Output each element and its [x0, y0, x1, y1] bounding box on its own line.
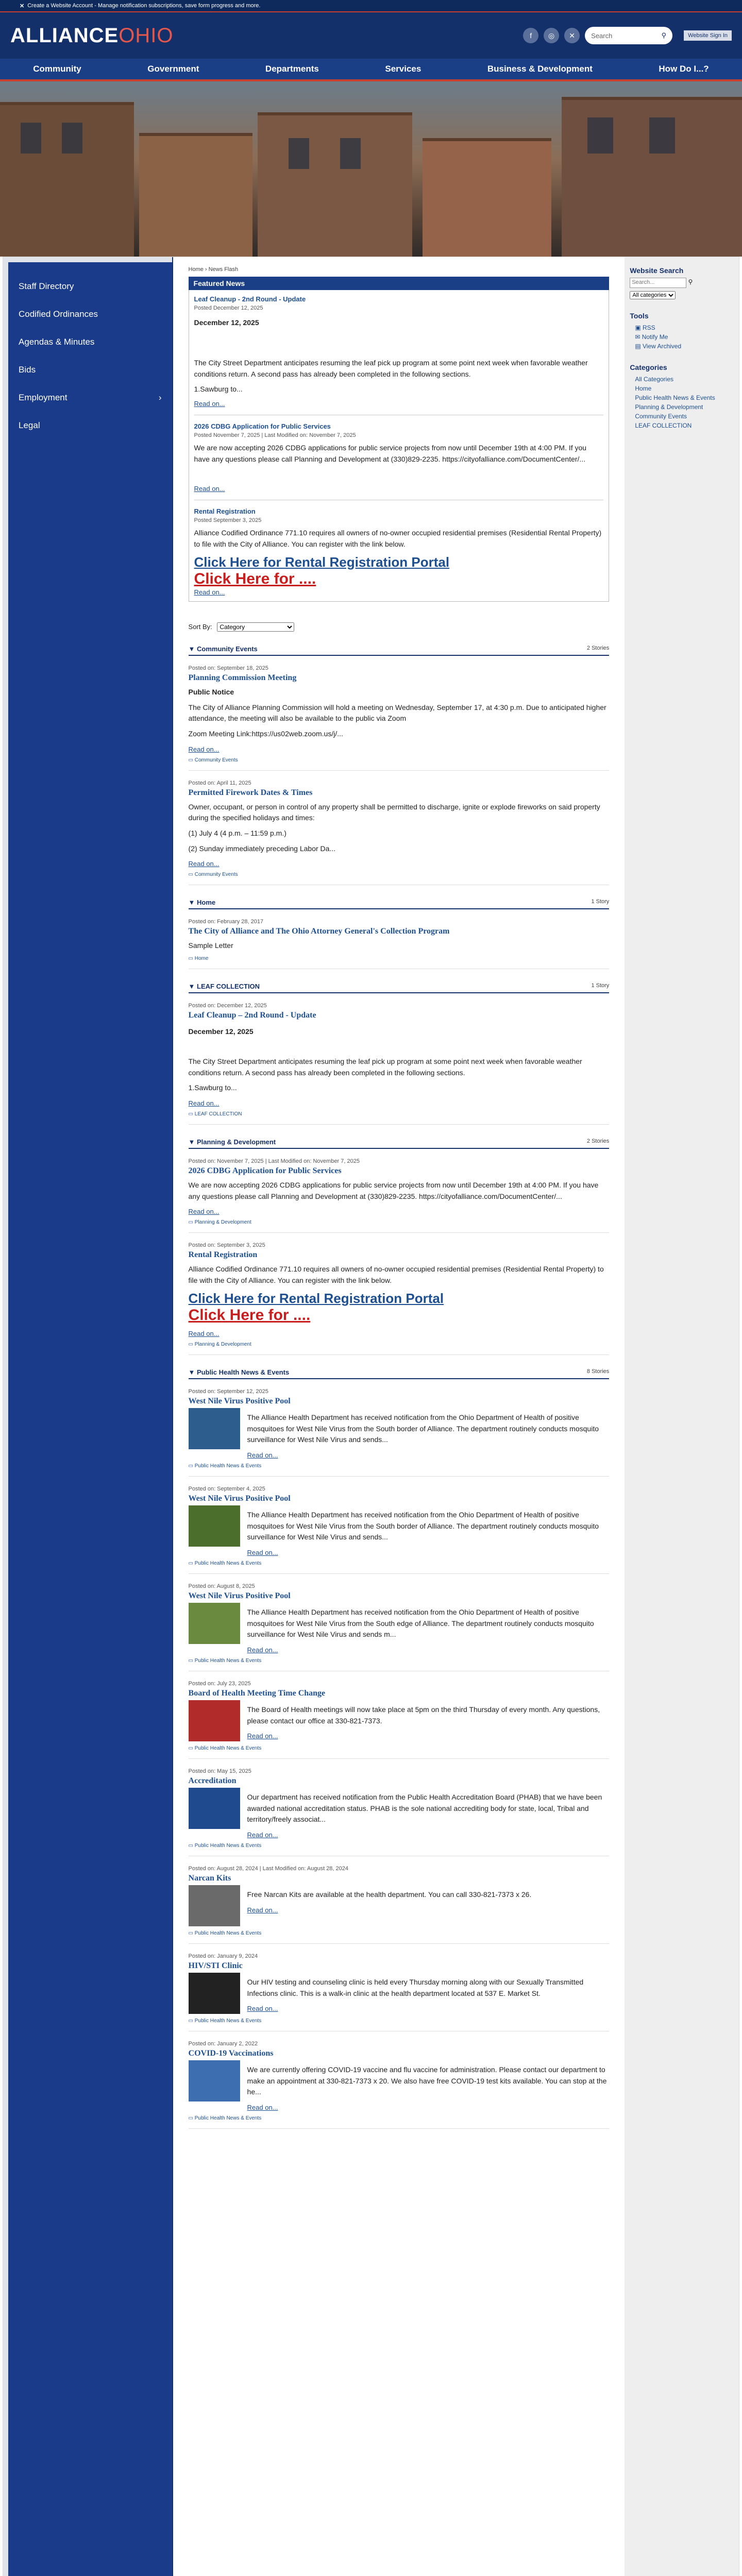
- search-icon[interactable]: ⚲: [661, 31, 667, 39]
- sidebar-item-codified-ordinances[interactable]: [8, 300, 172, 328]
- news-body: The Alliance Health Department has received notification from the Ohio Department of Health of positive mosquitoes for West Nile Virus from the South border of Alliance. The department routinely conducts mosquito surveillance for West Nile Virus and sends...: [247, 1510, 599, 1541]
- news-title[interactable]: Permitted Firework Dates & Times: [188, 788, 313, 797]
- read-on-link[interactable]: Read on...: [194, 485, 225, 493]
- category-heading[interactable]: [189, 643, 610, 656]
- story-count: 2 Stories: [586, 1138, 610, 1145]
- news-item: [189, 1477, 610, 1574]
- website-search-box: [630, 266, 734, 299]
- tag-label[interactable]: Public Health News & Events: [194, 1658, 262, 1664]
- category-filter-select[interactable]: [630, 291, 676, 299]
- site-header: [0, 12, 742, 59]
- featured-title[interactable]: Leaf Cleanup - 2nd Round - Update: [194, 295, 306, 303]
- read-on-link[interactable]: Read on...: [188, 1329, 220, 1337]
- news-meta: Posted on: November 7, 2025 | Last Modified on: November 7, 2025: [188, 1158, 360, 1165]
- nav-community[interactable]: Community: [33, 64, 81, 74]
- news-body: Our department has received notification from the Public Health Accreditation Board (PHAB) that we have been awarded national accreditation status. PHAB is the sole national accrediting body for state, local, Tribal and territory/freely associat...: [247, 1793, 602, 1824]
- rental-portal-link[interactable]: Click Here for Rental Registration Portal: [194, 554, 450, 570]
- tag-label[interactable]: Home: [194, 956, 209, 961]
- read-on-link[interactable]: Read on...: [247, 1831, 278, 1839]
- news-title[interactable]: Planning Commission Meeting: [188, 673, 297, 682]
- featured-meta: Posted September 3, 2025: [194, 517, 262, 524]
- click-here-link[interactable]: Click Here for ....: [194, 570, 316, 587]
- tag-icon: ▭: [188, 2115, 195, 2122]
- tag-icon: ▭: [188, 956, 195, 961]
- category-heading[interactable]: [189, 896, 610, 909]
- account-promo-text[interactable]: Create a Website Account - Manage notification subscriptions, save form progress and more.: [27, 3, 261, 9]
- sidebar-item-staff-directory[interactable]: [8, 273, 172, 300]
- story-count: 1 Story: [591, 982, 610, 989]
- category-heading[interactable]: [189, 1136, 610, 1149]
- read-on-link[interactable]: Read on...: [188, 860, 220, 868]
- news-meta: Posted on: August 8, 2025: [188, 1583, 255, 1589]
- tag-icon: ▭: [188, 1843, 195, 1849]
- news-item: [189, 909, 610, 969]
- tag-label[interactable]: Planning & Development: [194, 1341, 251, 1347]
- news-category-tag[interactable]: [189, 1658, 610, 1664]
- news-body: The City of Alliance Planning Commission will hold a meeting on Wednesday, September 17, at 4:30 p.m. Due to anticipated higher attendance, the meeting will also be available to the public via Zoom: [188, 703, 606, 723]
- nav-government[interactable]: Government: [147, 64, 199, 74]
- category-heading[interactable]: [189, 1366, 610, 1379]
- news-body: The City Street Department anticipates resuming the leaf pick up program at some point next week when favorable weather conditions return. A second pass has already been completed in the following sections.: [188, 1057, 582, 1077]
- news-body: Free Narcan Kits are available at the health department. You can call 330-821-7373 x 26.: [247, 1890, 532, 1899]
- news-date: December 12, 2025: [188, 1027, 254, 1036]
- top-notification-bar: [0, 0, 742, 12]
- tag-label[interactable]: LEAF COLLECTION: [194, 1111, 242, 1117]
- notify-me-link[interactable]: ✉ Notify Me: [635, 333, 668, 341]
- tag-icon: ▭: [188, 1930, 195, 1937]
- category-name[interactable]: ▼ LEAF COLLECTION: [188, 982, 260, 990]
- news-content: [172, 257, 625, 2576]
- signin-button[interactable]: Website Sign In: [684, 30, 732, 41]
- nav-services[interactable]: Services: [385, 64, 421, 74]
- tag-label[interactable]: Public Health News & Events: [194, 1560, 262, 1566]
- story-count: 1 Story: [591, 899, 610, 905]
- news-title[interactable]: 2026 CDBG Application for Public Services: [188, 1166, 342, 1176]
- news-item: [189, 771, 610, 886]
- archive-icon: ▤: [635, 343, 643, 350]
- tag-icon: ▭: [188, 757, 195, 763]
- right-column: [625, 257, 739, 2576]
- sidebar-item-label: Bids: [19, 365, 36, 375]
- featured-meta: Posted November 7, 2025 | Last Modified on: November 7, 2025: [194, 432, 356, 439]
- rental-portal-link[interactable]: Click Here for Rental Registration Portal: [188, 1290, 444, 1306]
- tag-icon: ▭: [188, 872, 195, 878]
- sidebar-item-label: Agendas & Minutes: [19, 337, 95, 347]
- news-category-tag[interactable]: [189, 1843, 610, 1849]
- news-category-tag[interactable]: [189, 1930, 610, 1936]
- news-meta: Posted on: September 12, 2025: [188, 1388, 268, 1395]
- news-item: [189, 1759, 610, 1856]
- tag-icon: ▭: [188, 2018, 195, 2024]
- category-link[interactable]: Planning & Development: [635, 403, 703, 411]
- sidebar-item-label: Codified Ordinances: [19, 309, 98, 319]
- category-link[interactable]: Public Health News & Events: [635, 394, 715, 401]
- site-logo[interactable]: ALLIANCEOHIO: [10, 24, 174, 47]
- category-name[interactable]: ▼ Public Health News & Events: [188, 1368, 290, 1376]
- news-category-tag[interactable]: [189, 872, 610, 877]
- news-meta: Posted on: July 23, 2025: [188, 1681, 251, 1687]
- search-input[interactable]: Search ⚲: [585, 27, 672, 44]
- click-here-link[interactable]: Click Here for ....: [188, 1306, 311, 1324]
- news-meta: Posted on: May 15, 2025: [188, 1768, 251, 1774]
- news-item: [189, 2031, 610, 2129]
- read-on-link[interactable]: Read on...: [247, 1451, 278, 1459]
- news-body: Owner, occupant, or person in control of any property shall be permitted to discharge, ignite or explode fireworks on said property during the specified holidays and times:: [188, 802, 600, 822]
- news-meta: Posted on: December 12, 2025: [188, 1003, 267, 1009]
- news-item: [189, 1574, 610, 1671]
- read-on-link[interactable]: Read on...: [247, 1646, 278, 1654]
- news-category-tag[interactable]: [189, 1111, 610, 1117]
- news-category-tag[interactable]: [189, 1342, 610, 1347]
- tag-label[interactable]: Public Health News & Events: [194, 2018, 262, 2024]
- instagram-icon[interactable]: ◎: [544, 28, 559, 43]
- news-category-tag[interactable]: [189, 2018, 610, 2024]
- website-search-title: Website Search: [630, 266, 684, 275]
- sidebar-item-bids[interactable]: [8, 356, 172, 384]
- category-link[interactable]: Community Events: [635, 413, 687, 420]
- news-item: [189, 1856, 610, 1944]
- view-archived-link[interactable]: ▤ View Archived: [635, 343, 682, 350]
- chevron-right-icon: ›: [158, 393, 162, 402]
- tag-icon: ▭: [188, 1219, 195, 1226]
- tag-label[interactable]: Public Health News & Events: [194, 1745, 262, 1751]
- news-thumbnail[interactable]: [189, 1505, 240, 1547]
- category-name[interactable]: ▼ Home: [188, 899, 216, 907]
- featured-meta: Posted December 12, 2025: [194, 305, 263, 311]
- rss-link[interactable]: ▣ RSS: [635, 324, 655, 331]
- tag-label[interactable]: Public Health News & Events: [194, 1930, 262, 1937]
- x-icon[interactable]: ✕: [564, 28, 580, 43]
- tag-icon: ▭: [188, 1658, 195, 1664]
- featured-news-heading: Featured News: [189, 277, 610, 290]
- search-icon[interactable]: ⚲: [688, 278, 693, 285]
- news-category-tag[interactable]: [189, 1561, 610, 1566]
- news-item: [189, 1149, 610, 1233]
- news-meta: Posted on: January 9, 2024: [188, 1953, 258, 1960]
- tag-icon: ▭: [188, 1111, 195, 1117]
- tag-icon: ▭: [188, 1463, 195, 1469]
- nav-departments[interactable]: Departments: [265, 64, 319, 74]
- sidebar-item-label: Legal: [19, 420, 40, 430]
- news-meta: Posted on: August 28, 2024 | Last Modified on: August 28, 2024: [188, 1866, 349, 1872]
- featured-body: Alliance Codified Ordinance 771.10 requires all owners of no-owner occupied residential premises (Residential Rental Property) to file with the City of Alliance. You can register with the link below.: [194, 529, 602, 549]
- read-on-link[interactable]: Read on...: [188, 1099, 220, 1108]
- tag-label[interactable]: Public Health News & Events: [194, 1843, 262, 1849]
- news-body: Sample Letter: [188, 941, 233, 950]
- nav-business-development[interactable]: Business & Development: [487, 64, 593, 74]
- news-item: [189, 656, 610, 771]
- news-category-tag[interactable]: [189, 1219, 610, 1225]
- news-item: [189, 1944, 610, 2031]
- sort-by-select[interactable]: [217, 622, 294, 632]
- breadcrumb[interactable]: Home › News Flash: [188, 266, 239, 273]
- tag-label[interactable]: Community Events: [194, 872, 238, 878]
- sidebar-item-label: Employment: [19, 393, 68, 402]
- news-title[interactable]: West Nile Virus Positive Pool: [188, 1591, 291, 1600]
- category-name[interactable]: ▼ Community Events: [188, 645, 258, 653]
- zoom-link[interactable]: Zoom Meeting Link:https://us02web.zoom.us/j/...: [188, 729, 343, 738]
- category-heading[interactable]: [189, 980, 610, 993]
- news-item: [189, 1233, 610, 1354]
- tag-label[interactable]: Planning & Development: [194, 1219, 251, 1226]
- news-extra: (2) Sunday immediately preceding Labor Da...: [188, 844, 336, 853]
- news-thumbnail[interactable]: [189, 1700, 240, 1741]
- news-title[interactable]: West Nile Virus Positive Pool: [188, 1396, 291, 1405]
- news-thumbnail[interactable]: [189, 1408, 240, 1449]
- read-on-link[interactable]: Read on...: [194, 400, 225, 408]
- news-item: [189, 993, 610, 1125]
- news-category-tag[interactable]: [189, 2115, 610, 2121]
- news-body: We are now accepting 2026 CDBG applications for public service projects from now until December 19th at 4:00 PM. If you have any questions please call Planning and Development at (330)829-2235. https://cityofalliance.com/DocumentCenter/...: [188, 1181, 599, 1200]
- rss-icon: ▣: [635, 324, 643, 331]
- tag-label[interactable]: Public Health News & Events: [194, 2115, 262, 2122]
- main-nav: [0, 59, 742, 81]
- featured-news-box: [189, 290, 610, 602]
- news-extra: 1.Sawburg to...: [188, 1083, 237, 1092]
- featured-body: The City Street Department anticipates resuming the leaf pick up program at some point next week when favorable weather conditions return. A second pass has already been completed in the following sections.: [194, 359, 588, 378]
- sidebar-item-employment[interactable]: [8, 384, 172, 412]
- news-category-tag[interactable]: [189, 956, 610, 961]
- news-thumbnail[interactable]: [189, 1973, 240, 2014]
- sidebar-item-label: Staff Directory: [19, 281, 74, 291]
- news-thumbnail[interactable]: [189, 1885, 240, 1926]
- close-icon[interactable]: ✕: [20, 3, 25, 9]
- categories-title: Categories: [630, 363, 667, 371]
- news-thumbnail[interactable]: [189, 1603, 240, 1644]
- tag-icon: ▭: [188, 1560, 195, 1566]
- news-body: We are currently offering COVID-19 vaccine and flu vaccine for administration. Please contact our department to make an appointment at 330-821-7373 x 20. We also have free COVID-19 test kits available. You can stop at the he...: [247, 2065, 607, 2096]
- website-search-input[interactable]: Search...: [630, 278, 686, 288]
- news-item: [189, 1671, 610, 1759]
- tools-box: [630, 312, 734, 351]
- news-meta: Posted on: April 11, 2025: [188, 779, 251, 786]
- read-on-link[interactable]: Read on...: [247, 2005, 278, 2013]
- news-title[interactable]: Board of Health Meeting Time Change: [188, 1689, 326, 1698]
- notify-icon: ✉: [635, 333, 642, 341]
- story-count: 2 Stories: [586, 645, 610, 651]
- news-body: Our HIV testing and counseling clinic is held every Thursday morning along with our Sexually Transmitted Infections clinic. This is a walk-in clinic at the health department located at 537 E. Market St.: [247, 1978, 584, 1997]
- news-meta: Posted on: February 28, 2017: [188, 919, 264, 925]
- read-on-link[interactable]: Read on...: [188, 1208, 220, 1216]
- main-layout: [3, 257, 739, 2576]
- story-count: 8 Stories: [586, 1368, 610, 1375]
- news-title[interactable]: Accreditation: [188, 1776, 237, 1785]
- read-on-link[interactable]: Read on...: [247, 2104, 278, 2112]
- news-title[interactable]: The City of Alliance and The Ohio Attorney General's Collection Program: [188, 927, 450, 936]
- tools-title: Tools: [630, 312, 649, 320]
- featured-date: December 12, 2025: [194, 318, 259, 327]
- news-meta: Posted on: September 3, 2025: [188, 1242, 265, 1249]
- sidebar-item-agendas-minutes[interactable]: [8, 328, 172, 356]
- news-body: Alliance Codified Ordinance 771.10 requires all owners of no-owner occupied residential premises (Residential Rental Property) to file with the City of Alliance. You can register with the link below.: [188, 1265, 604, 1285]
- news-meta: Posted on: January 2, 2022: [188, 2041, 258, 2047]
- category-list: [189, 643, 610, 2129]
- sort-by-control: [189, 622, 610, 632]
- tag-icon: ▭: [188, 1745, 195, 1751]
- news-title[interactable]: West Nile Virus Positive Pool: [188, 1494, 291, 1503]
- news-lead: Public Notice: [188, 687, 234, 696]
- featured-extra: 1.Sawburg to...: [194, 385, 243, 394]
- news-category-tag[interactable]: [189, 1745, 610, 1751]
- news-title[interactable]: Rental Registration: [188, 1250, 258, 1260]
- news-thumbnail[interactable]: [189, 2060, 240, 2102]
- category-link[interactable]: All Categories: [635, 376, 674, 383]
- tag-label[interactable]: Community Events: [194, 757, 238, 763]
- tag-label[interactable]: Public Health News & Events: [194, 1463, 262, 1469]
- hero-banner-image: [0, 81, 742, 257]
- read-on-link[interactable]: Read on...: [247, 1548, 278, 1556]
- sidebar: [3, 257, 172, 2576]
- news-category-tag[interactable]: [189, 757, 610, 763]
- news-title[interactable]: Narcan Kits: [188, 1874, 231, 1883]
- tag-icon: ▭: [188, 1341, 195, 1347]
- facebook-icon[interactable]: f: [523, 28, 538, 43]
- news-thumbnail[interactable]: [189, 1788, 240, 1829]
- nav-how-do-i[interactable]: How Do I...?: [659, 64, 709, 74]
- news-meta: Posted on: September 4, 2025: [188, 1485, 265, 1492]
- read-on-link[interactable]: Read on...: [247, 1732, 278, 1740]
- news-category-tag[interactable]: [189, 1463, 610, 1469]
- news-title[interactable]: HIV/STI Clinic: [188, 1961, 243, 1971]
- news-body: The Board of Health meetings will now take place at 5pm on the third Thursday of every month. Any questions, please contact our office at 330-821-7373.: [247, 1705, 600, 1725]
- sort-by-label: Sort By:: [188, 622, 212, 631]
- featured-title[interactable]: Rental Registration: [194, 507, 256, 516]
- categories-box: [630, 363, 734, 430]
- category-link[interactable]: Home: [635, 385, 652, 392]
- featured-title[interactable]: 2026 CDBG Application for Public Services: [194, 422, 331, 431]
- news-extra: (1) July 4 (4 p.m. – 11:59 p.m.): [188, 828, 286, 837]
- read-on-link[interactable]: Read on...: [247, 1906, 278, 1914]
- news-item: [189, 1379, 610, 1477]
- news-body: The Alliance Health Department has received notification from the Ohio Department of Health of positive mosquitoes for West Nile Virus from the South border of Alliance. The department routinely conducts mosquito surveillance for West Nile Virus and sends...: [247, 1413, 599, 1444]
- news-meta: Posted on: September 18, 2025: [188, 665, 268, 671]
- category-link[interactable]: LEAF COLLECTION: [635, 422, 692, 429]
- sidebar-item-legal[interactable]: [8, 412, 172, 439]
- read-on-link[interactable]: Read on...: [188, 745, 220, 753]
- category-name[interactable]: ▼ Planning & Development: [188, 1138, 276, 1146]
- news-title[interactable]: Leaf Cleanup – 2nd Round - Update: [188, 1011, 316, 1020]
- news-title[interactable]: COVID-19 Vaccinations: [188, 2049, 274, 2058]
- news-body: The Alliance Health Department has received notification from the Ohio Department of Health of positive mosquitoes for West Nile Virus from the South edge of Alliance. The department routinely conducts mosquito surveillance for West Nile Virus and sends m...: [247, 1607, 594, 1639]
- read-on-link[interactable]: Read on...: [194, 588, 225, 596]
- featured-body: We are now accepting 2026 CDBG applications for public service projects from now until December 19th at 4:00 PM. If you have any questions please call Planning and Development at (330)829-2235. https://cityofalliance.com/DocumentCenter/...: [194, 444, 587, 463]
